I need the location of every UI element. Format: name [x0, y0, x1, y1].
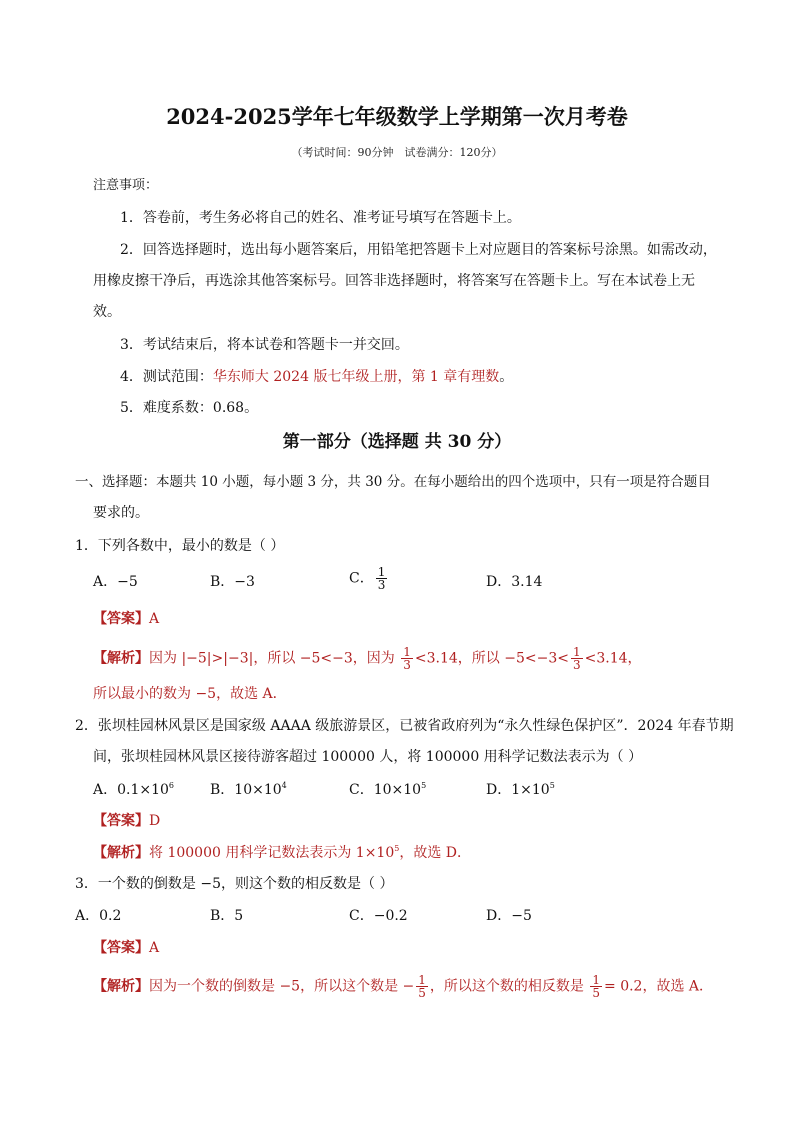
q1-option-c-fraction	[376, 566, 388, 591]
analysis-fraction	[416, 974, 428, 999]
option-text: B．10×10	[210, 782, 282, 798]
exponent: 5	[394, 844, 400, 853]
q3-answer	[93, 938, 159, 958]
note-item-2: 2．回答选择题时，选出每小题答案后，用铅笔把答题卡上对应题目的答案标号涂黑。如需改动，	[120, 242, 717, 258]
test-scope: 华东师大 2024 版七年级上册，第 1 章有理数	[212, 369, 500, 385]
section-title: 第一部分（选择题 共 30 分）	[282, 432, 512, 452]
q1-option-c-label: C．	[349, 570, 374, 587]
exponent: 4	[281, 781, 287, 790]
exponent: 6	[168, 781, 175, 790]
option-text: D．1×10	[486, 782, 550, 798]
option-text: C．10×10	[349, 782, 422, 798]
analysis-text: 因为 |−5|>|−3|，所以 −5<−3，因为	[149, 650, 400, 667]
question-2-stem-cont: 间，张坝桂园林风景区接待游客超过 100000 人，将 100000 用科学记数法表示为（ ）	[93, 749, 643, 765]
answer-label: 【答案】	[93, 611, 149, 627]
analysis-text: ，所以这个数的相反数是	[429, 978, 589, 995]
q1-option-c	[349, 566, 389, 591]
notes-heading: 注意事项：	[93, 178, 159, 193]
fraction-numerator: 1	[418, 973, 426, 987]
answer-value: A	[149, 611, 160, 627]
answer-label: 【答案】	[93, 940, 149, 956]
note-item-4-end: 。	[499, 369, 514, 385]
analysis-fraction	[571, 646, 583, 671]
answer-value: D	[149, 813, 161, 829]
q3-option-b: B．5	[210, 908, 244, 924]
exponent: 5	[421, 781, 427, 790]
q3-option-d: D．−5	[486, 908, 532, 924]
q1-analysis	[93, 646, 642, 671]
fraction-denominator: 3	[403, 658, 411, 672]
analysis-text: = 0.2，故选 A．	[604, 978, 714, 995]
analysis-text: 因为一个数的倒数是 −5，所以这个数是 −	[149, 978, 415, 995]
note-item-1: 1．答卷前，考生务必将自己的姓名、准考证号填写在答题卡上。	[120, 210, 521, 226]
question-3-stem: 3．一个数的倒数是 −5，则这个数的相反数是（ ）	[75, 876, 394, 892]
answer-value: A	[149, 940, 160, 956]
q3-option-c: C．−0.2	[349, 908, 408, 924]
fraction-denominator: 3	[572, 658, 581, 672]
answer-label: 【答案】	[93, 813, 149, 829]
q3-analysis	[93, 974, 713, 999]
fraction-denominator: 3	[377, 578, 386, 592]
note-item-2-end: 效。	[93, 304, 121, 320]
q1-option-b: B．−3	[210, 574, 255, 590]
section-intro-cont: 要求的。	[93, 505, 149, 521]
option-text: A．0.1×10	[93, 782, 169, 798]
exponent: 5	[549, 781, 555, 790]
note-item-3: 3．考试结束后，将本试卷和答题卡一并交回。	[120, 337, 409, 353]
question-2-stem: 2．张坝桂园林风景区是国家级 AAAA 级旅游景区，已被省政府列为“永久性绿色保护区”．2024 年春节期	[75, 718, 734, 734]
fraction-denominator: 5	[592, 986, 601, 1000]
fraction-numerator: 1	[572, 645, 581, 659]
analysis-text: <3.14，所以 −5<−3<	[414, 650, 569, 667]
q2-analysis	[93, 843, 471, 863]
analysis-text: ，故选 D．	[399, 845, 472, 861]
note-item-4-label: 4．测试范围：	[120, 369, 213, 385]
q1-option-a: A．−5	[93, 574, 138, 590]
analysis-fraction	[401, 646, 413, 671]
analysis-label: 【解析】	[93, 650, 149, 667]
q2-option-a	[93, 780, 174, 800]
fraction-numerator: 1	[377, 565, 386, 579]
q2-option-d	[486, 780, 555, 800]
q1-analysis-cont: 所以最小的数为 −5，故选 A．	[93, 686, 287, 702]
section-intro: 一、选择题：本题共 10 小题，每小题 3 分，共 30 分。在每小题给出的四个选项中，只有一项是符合题目	[75, 474, 711, 490]
question-1-stem: 1．下列各数中，最小的数是（ ）	[75, 538, 285, 554]
fraction-numerator: 1	[592, 973, 601, 987]
page-title: 2024-2025学年七年级数学上学期第一次月考卷	[166, 104, 628, 129]
q1-option-d: D．3.14	[486, 574, 543, 590]
analysis-text: <3.14，	[584, 650, 642, 667]
q2-option-c	[349, 780, 426, 800]
note-item-5: 5．难度系数：0.68。	[120, 400, 259, 416]
fraction-numerator: 1	[403, 645, 411, 659]
note-item-2-cont: 用橡皮擦干净后，再选涂其他答案标号。回答非选择题时，将答案写在答题卡上。写在本试卷上无	[93, 273, 695, 289]
analysis-text: 将 100000 用科学记数法表示为 1×10	[149, 845, 395, 861]
note-item-4	[120, 367, 513, 387]
analysis-fraction	[590, 974, 602, 999]
q1-answer	[93, 609, 159, 629]
fraction-denominator: 5	[418, 986, 426, 1000]
analysis-label: 【解析】	[93, 978, 149, 995]
analysis-label: 【解析】	[93, 845, 149, 861]
q3-option-a: A．0.2	[75, 908, 122, 924]
q2-answer	[93, 811, 160, 831]
q2-option-b	[210, 780, 287, 800]
exam-info: （考试时间：90分钟 试卷满分：120分）	[291, 146, 503, 159]
